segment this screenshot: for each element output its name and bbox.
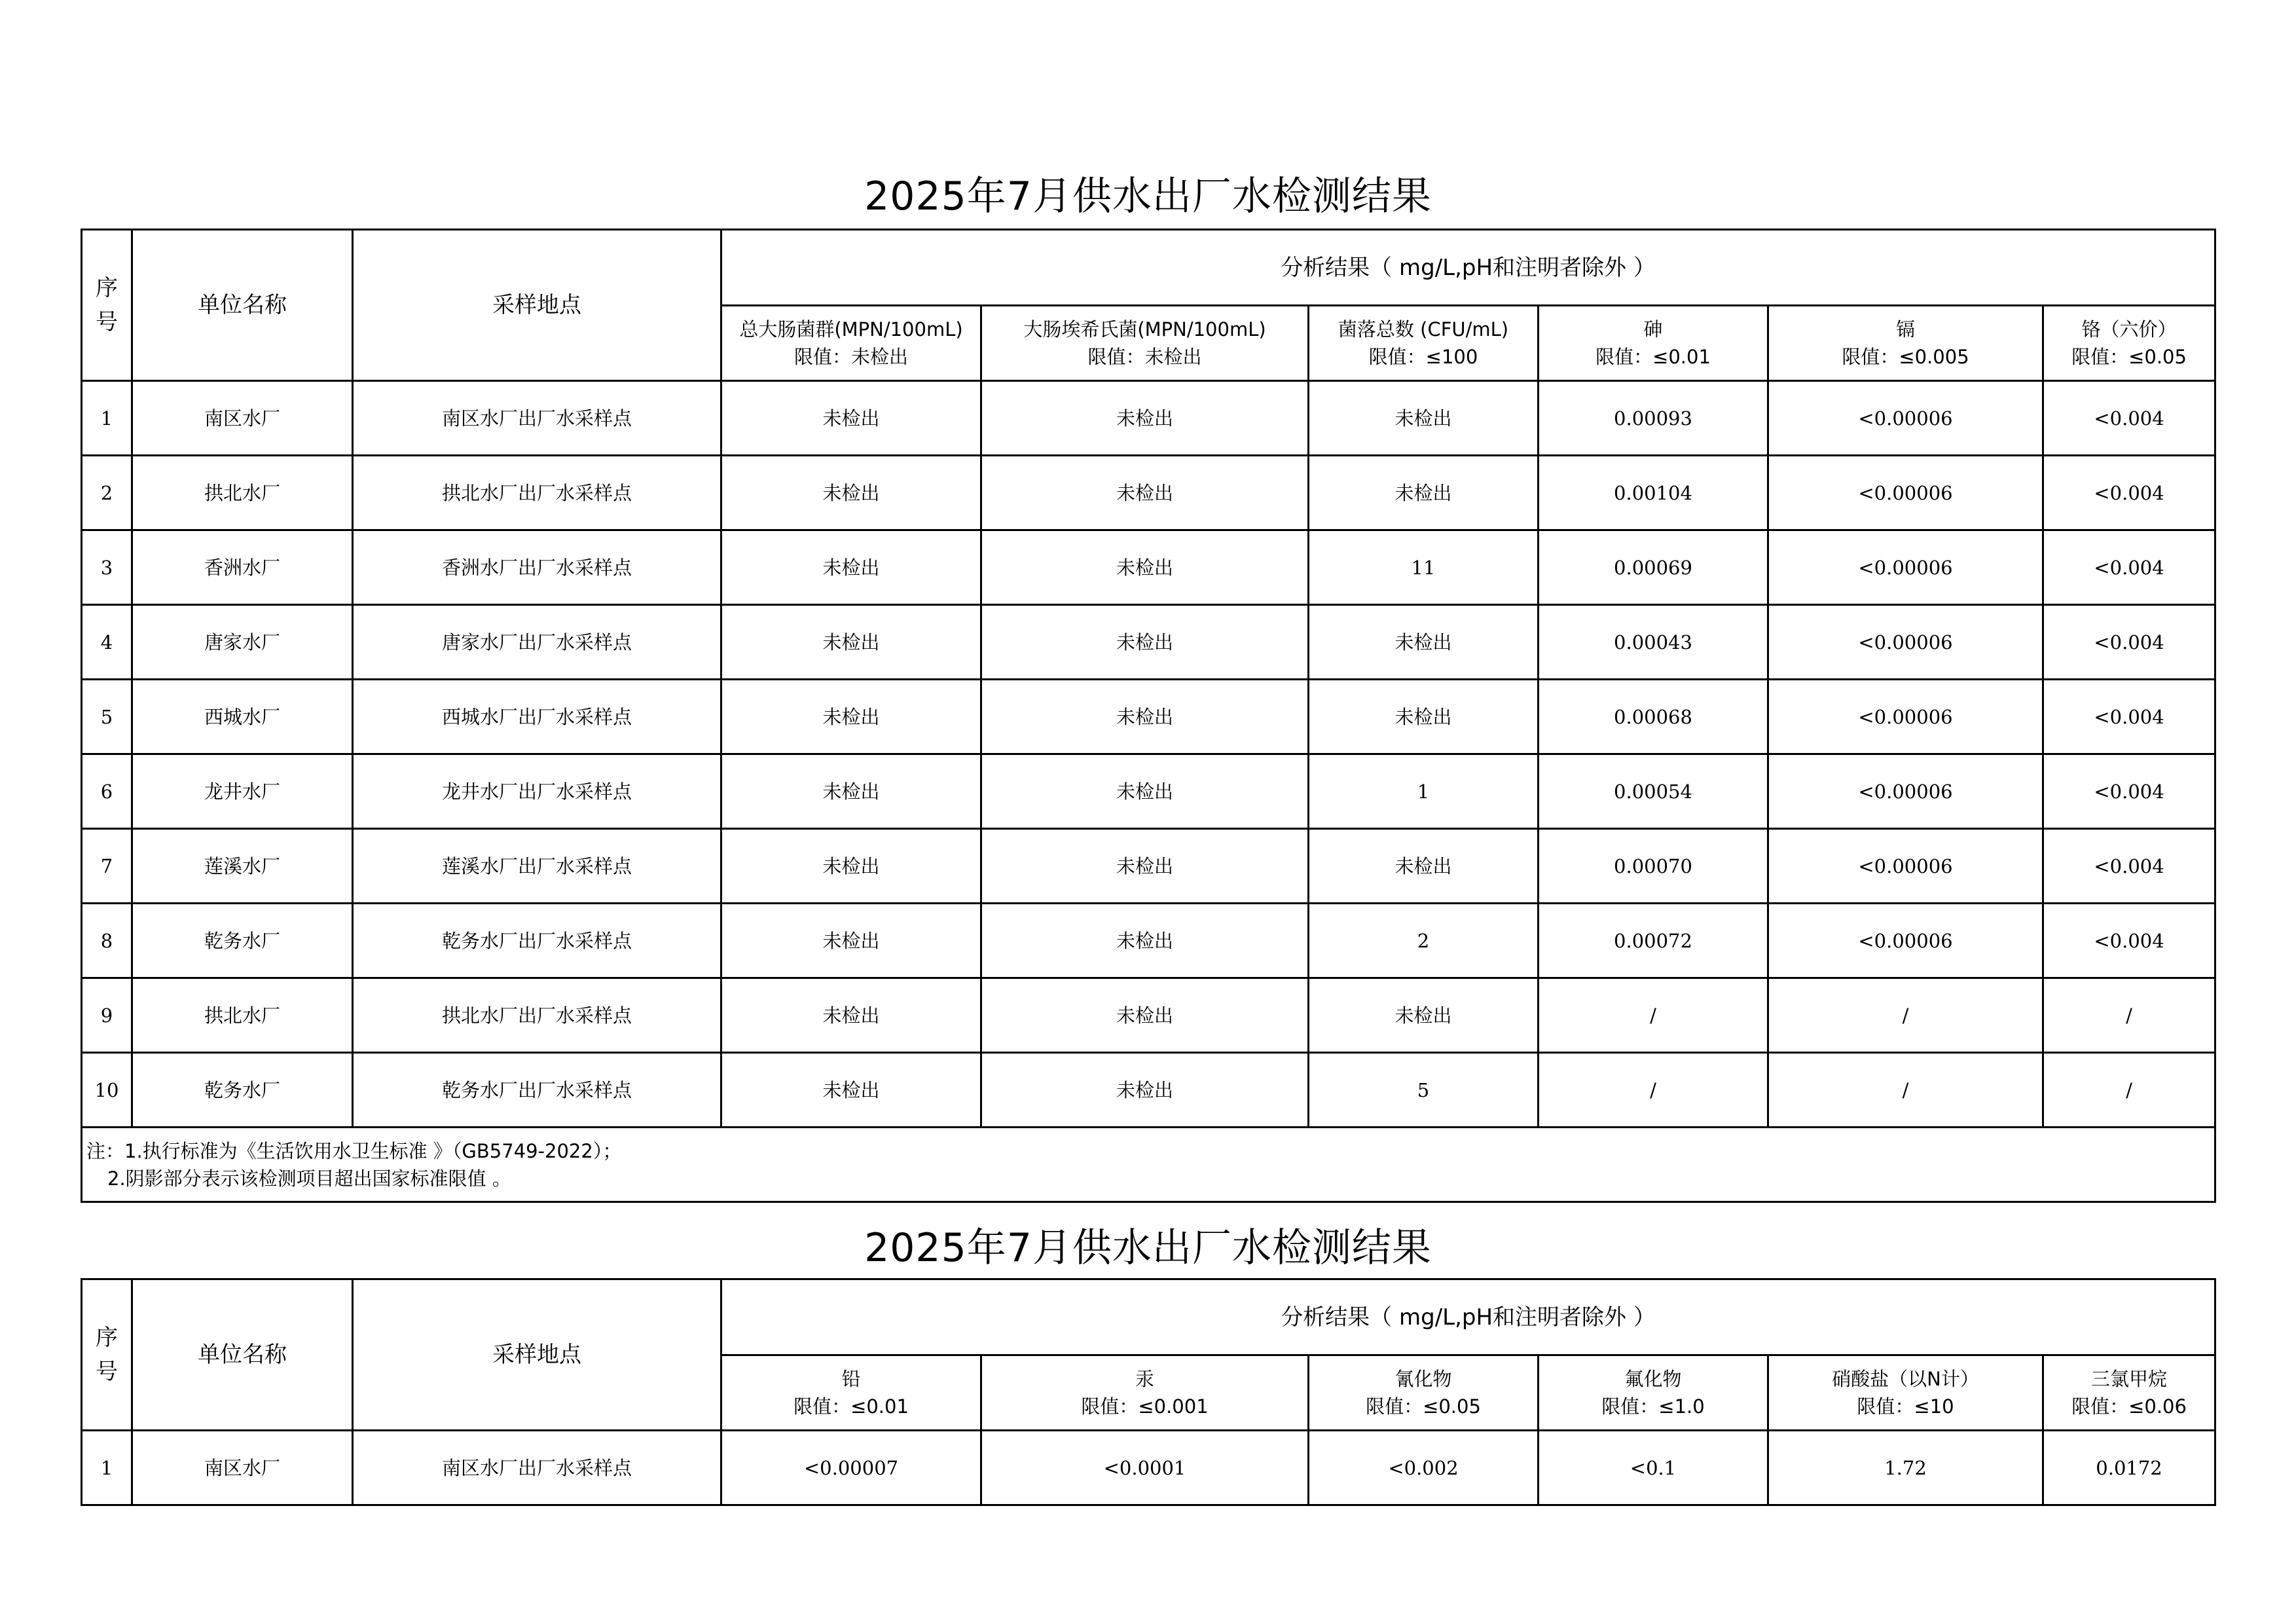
cell-value: 未检出 [981, 680, 1309, 754]
cell-seq: 9 [82, 978, 132, 1053]
cell-value: 未检出 [1309, 605, 1539, 680]
cell-value: 未检出 [721, 754, 981, 829]
header-unit-name: 单位名称 [132, 230, 353, 381]
cell-value: <0.00006 [1768, 754, 2043, 829]
cell-value: <0.0001 [981, 1431, 1309, 1505]
cell-site: 香洲水厂出厂水采样点 [353, 530, 721, 605]
cell-value: 未检出 [1309, 978, 1539, 1053]
cell-value: <0.00006 [1768, 680, 2043, 754]
cell-site: 南区水厂出厂水采样点 [353, 1431, 721, 1505]
table-row [82, 978, 2215, 1053]
cell-unit: 南区水厂 [132, 381, 353, 456]
table-row [82, 456, 2215, 530]
cell-value: / [2043, 1053, 2215, 1128]
cell-unit: 莲溪水厂 [132, 829, 353, 904]
cell-seq: 10 [82, 1053, 132, 1128]
cell-unit: 龙井水厂 [132, 754, 353, 829]
cell-value: <0.002 [1309, 1431, 1539, 1505]
cell-value: 未检出 [721, 680, 981, 754]
cell-seq: 1 [82, 1431, 132, 1505]
cell-seq: 6 [82, 754, 132, 829]
cell-seq: 4 [82, 605, 132, 680]
header-param: 砷 限值：≤0.01 [1539, 306, 1768, 381]
header-param: 氟化物 限值：≤1.0 [1539, 1355, 1768, 1431]
header-analysis-results: 分析结果（ mg/L,pH和注明者除外 ） [721, 230, 2215, 306]
cell-value: 0.0172 [2043, 1431, 2215, 1505]
cell-value: <0.004 [2043, 381, 2215, 456]
cell-value: 5 [1309, 1053, 1539, 1128]
cell-value: / [1539, 978, 1768, 1053]
cell-value: 未检出 [981, 978, 1309, 1053]
note-line-1: 注：1.执行标准为《生活饮用水卫生标准 》（GB5749-2022）； [86, 1139, 622, 1162]
cell-value: 0.00072 [1539, 904, 1768, 978]
header-param: 氰化物 限值：≤0.05 [1309, 1355, 1539, 1431]
cell-value: <0.004 [2043, 456, 2215, 530]
cell-value: 0.00054 [1539, 754, 1768, 829]
report-title-2: 2025年7月供水出厂水检测结果 [864, 1225, 1432, 1271]
cell-unit: 香洲水厂 [132, 530, 353, 605]
cell-value: 1 [1309, 754, 1539, 829]
cell-site: 南区水厂出厂水采样点 [353, 381, 721, 456]
cell-value: <0.004 [2043, 754, 2215, 829]
cell-value: / [2043, 978, 2215, 1053]
cell-unit: 拱北水厂 [132, 978, 353, 1053]
cell-value: / [1768, 978, 2043, 1053]
cell-value: 0.00043 [1539, 605, 1768, 680]
header-sampling-site: 采样地点 [353, 230, 721, 381]
cell-site: 乾务水厂出厂水采样点 [353, 904, 721, 978]
cell-value: 未检出 [1309, 456, 1539, 530]
cell-value: 0.00070 [1539, 829, 1768, 904]
cell-site: 唐家水厂出厂水采样点 [353, 605, 721, 680]
header-seq: 序 号 [82, 230, 132, 381]
cell-value: 未检出 [721, 978, 981, 1053]
header-param: 总大肠菌群(MPN/100mL) 限值：未检出 [721, 306, 981, 381]
cell-value: 1.72 [1768, 1431, 2043, 1505]
cell-value: 未检出 [981, 456, 1309, 530]
cell-value: <0.00006 [1768, 904, 2043, 978]
cell-seq: 8 [82, 904, 132, 978]
cell-unit: 拱北水厂 [132, 456, 353, 530]
cell-value: 未检出 [981, 605, 1309, 680]
cell-value: <0.00006 [1768, 605, 2043, 680]
cell-value: 未检出 [721, 381, 981, 456]
results-table-1 [81, 229, 2216, 1203]
cell-value: 0.00104 [1539, 456, 1768, 530]
cell-site: 拱北水厂出厂水采样点 [353, 456, 721, 530]
cell-value: 未检出 [721, 530, 981, 605]
table-row [82, 829, 2215, 904]
cell-unit: 乾务水厂 [132, 1053, 353, 1128]
cell-value: 未检出 [721, 456, 981, 530]
cell-value: 未检出 [981, 829, 1309, 904]
cell-site: 龙井水厂出厂水采样点 [353, 754, 721, 829]
cell-value: / [1539, 1053, 1768, 1128]
cell-value: 0.00093 [1539, 381, 1768, 456]
cell-unit: 乾务水厂 [132, 904, 353, 978]
table-row [82, 904, 2215, 978]
cell-value: 未检出 [981, 1053, 1309, 1128]
table-row [82, 754, 2215, 829]
results-table-2 [81, 1278, 2216, 1506]
header-sampling-site: 采样地点 [353, 1279, 721, 1431]
table-row [82, 1431, 2215, 1505]
cell-site: 乾务水厂出厂水采样点 [353, 1053, 721, 1128]
header-param: 三氯甲烷 限值：≤0.06 [2043, 1355, 2215, 1431]
header-param: 汞 限值：≤0.001 [981, 1355, 1309, 1431]
cell-site: 莲溪水厂出厂水采样点 [353, 829, 721, 904]
cell-site: 西城水厂出厂水采样点 [353, 680, 721, 754]
header-param: 镉 限值：≤0.005 [1768, 306, 2043, 381]
report-title-1: 2025年7月供水出厂水检测结果 [864, 174, 1432, 219]
cell-value: / [1768, 1053, 2043, 1128]
header-seq: 序 号 [82, 1279, 132, 1431]
cell-value: 未检出 [1309, 829, 1539, 904]
cell-value: <0.004 [2043, 680, 2215, 754]
cell-value: 未检出 [721, 605, 981, 680]
cell-seq: 1 [82, 381, 132, 456]
header-param: 铬（六价） 限值：≤0.05 [2043, 306, 2215, 381]
cell-value: 未检出 [981, 530, 1309, 605]
cell-value: <0.00006 [1768, 381, 2043, 456]
cell-value: 未检出 [981, 754, 1309, 829]
cell-unit: 西城水厂 [132, 680, 353, 754]
cell-unit: 唐家水厂 [132, 605, 353, 680]
header-param: 硝酸盐（以N计） 限值：≤10 [1768, 1355, 2043, 1431]
table-row [82, 680, 2215, 754]
cell-value: <0.00006 [1768, 530, 2043, 605]
cell-unit: 南区水厂 [132, 1431, 353, 1505]
cell-value: 2 [1309, 904, 1539, 978]
cell-value: <0.004 [2043, 829, 2215, 904]
cell-seq: 5 [82, 680, 132, 754]
table-row [82, 530, 2215, 605]
notes [82, 1128, 2215, 1202]
cell-value: 未检出 [981, 904, 1309, 978]
cell-site: 拱北水厂出厂水采样点 [353, 978, 721, 1053]
header-analysis-results: 分析结果（ mg/L,pH和注明者除外 ） [721, 1279, 2215, 1355]
cell-value: <0.00006 [1768, 829, 2043, 904]
cell-value: 未检出 [721, 904, 981, 978]
cell-value: <0.00006 [1768, 456, 2043, 530]
notes-row [82, 1128, 2215, 1202]
cell-seq: 3 [82, 530, 132, 605]
table-row [82, 381, 2215, 456]
cell-value: <0.004 [2043, 904, 2215, 978]
cell-value: <0.00007 [721, 1431, 981, 1505]
cell-value: 未检出 [721, 1053, 981, 1128]
note-line-2: 2.阴影部分表示该检测项目超出国家标准限值 。 [107, 1167, 511, 1190]
cell-value: <0.004 [2043, 605, 2215, 680]
table-row [82, 1053, 2215, 1128]
cell-value: <0.004 [2043, 530, 2215, 605]
cell-value: 未检出 [1309, 381, 1539, 456]
cell-value: 0.00068 [1539, 680, 1768, 754]
cell-value: 11 [1309, 530, 1539, 605]
cell-value: 未检出 [1309, 680, 1539, 754]
cell-value: 未检出 [981, 381, 1309, 456]
cell-value: <0.1 [1539, 1431, 1768, 1505]
cell-value: 0.00069 [1539, 530, 1768, 605]
header-param: 大肠埃希氏菌(MPN/100mL) 限值：未检出 [981, 306, 1309, 381]
cell-seq: 7 [82, 829, 132, 904]
header-unit-name: 单位名称 [132, 1279, 353, 1431]
header-param: 铅 限值：≤0.01 [721, 1355, 981, 1431]
cell-seq: 2 [82, 456, 132, 530]
cell-value: 未检出 [721, 829, 981, 904]
table-row [82, 605, 2215, 680]
header-param: 菌落总数 (CFU/mL) 限值：≤100 [1309, 306, 1539, 381]
